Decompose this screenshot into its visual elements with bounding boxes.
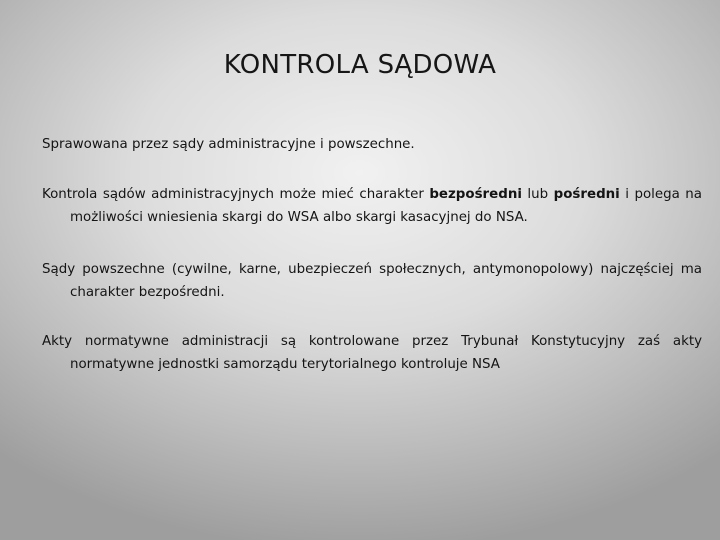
paragraph-oversight-scope: Sprawowana przez sądy administracyjne i powszechne. [42,137,415,152]
paragraph-common-courts: Sądy powszechne (cywilne, karne, ubezpieczeń społecznych, antymonopolowy) najczęściej ma charakter bezpośredni. [42,262,702,300]
paragraph-text: i polega na możliwości wniesienia skargi do WSA albo skargi kasacyjnej do NSA. [70,187,702,225]
paragraph-text: Kontrola sądów administracyjnych może mieć charakter [42,187,430,202]
paragraph-administrative-courts [42,183,702,229]
paragraph-text: lub [521,187,554,202]
paragraph-normative-acts: Akty normatywne administracji są kontrolowane przez Trybunał Konstytucyjny zaś akty normatywne jednostki samorządu terytorialnego kontroluje NSA [42,334,702,372]
emphasis-direct: bezpośredni [429,187,522,202]
emphasis-indirect: pośredni [553,187,620,202]
slide-title: KONTROLA SĄDOWA [223,50,497,80]
